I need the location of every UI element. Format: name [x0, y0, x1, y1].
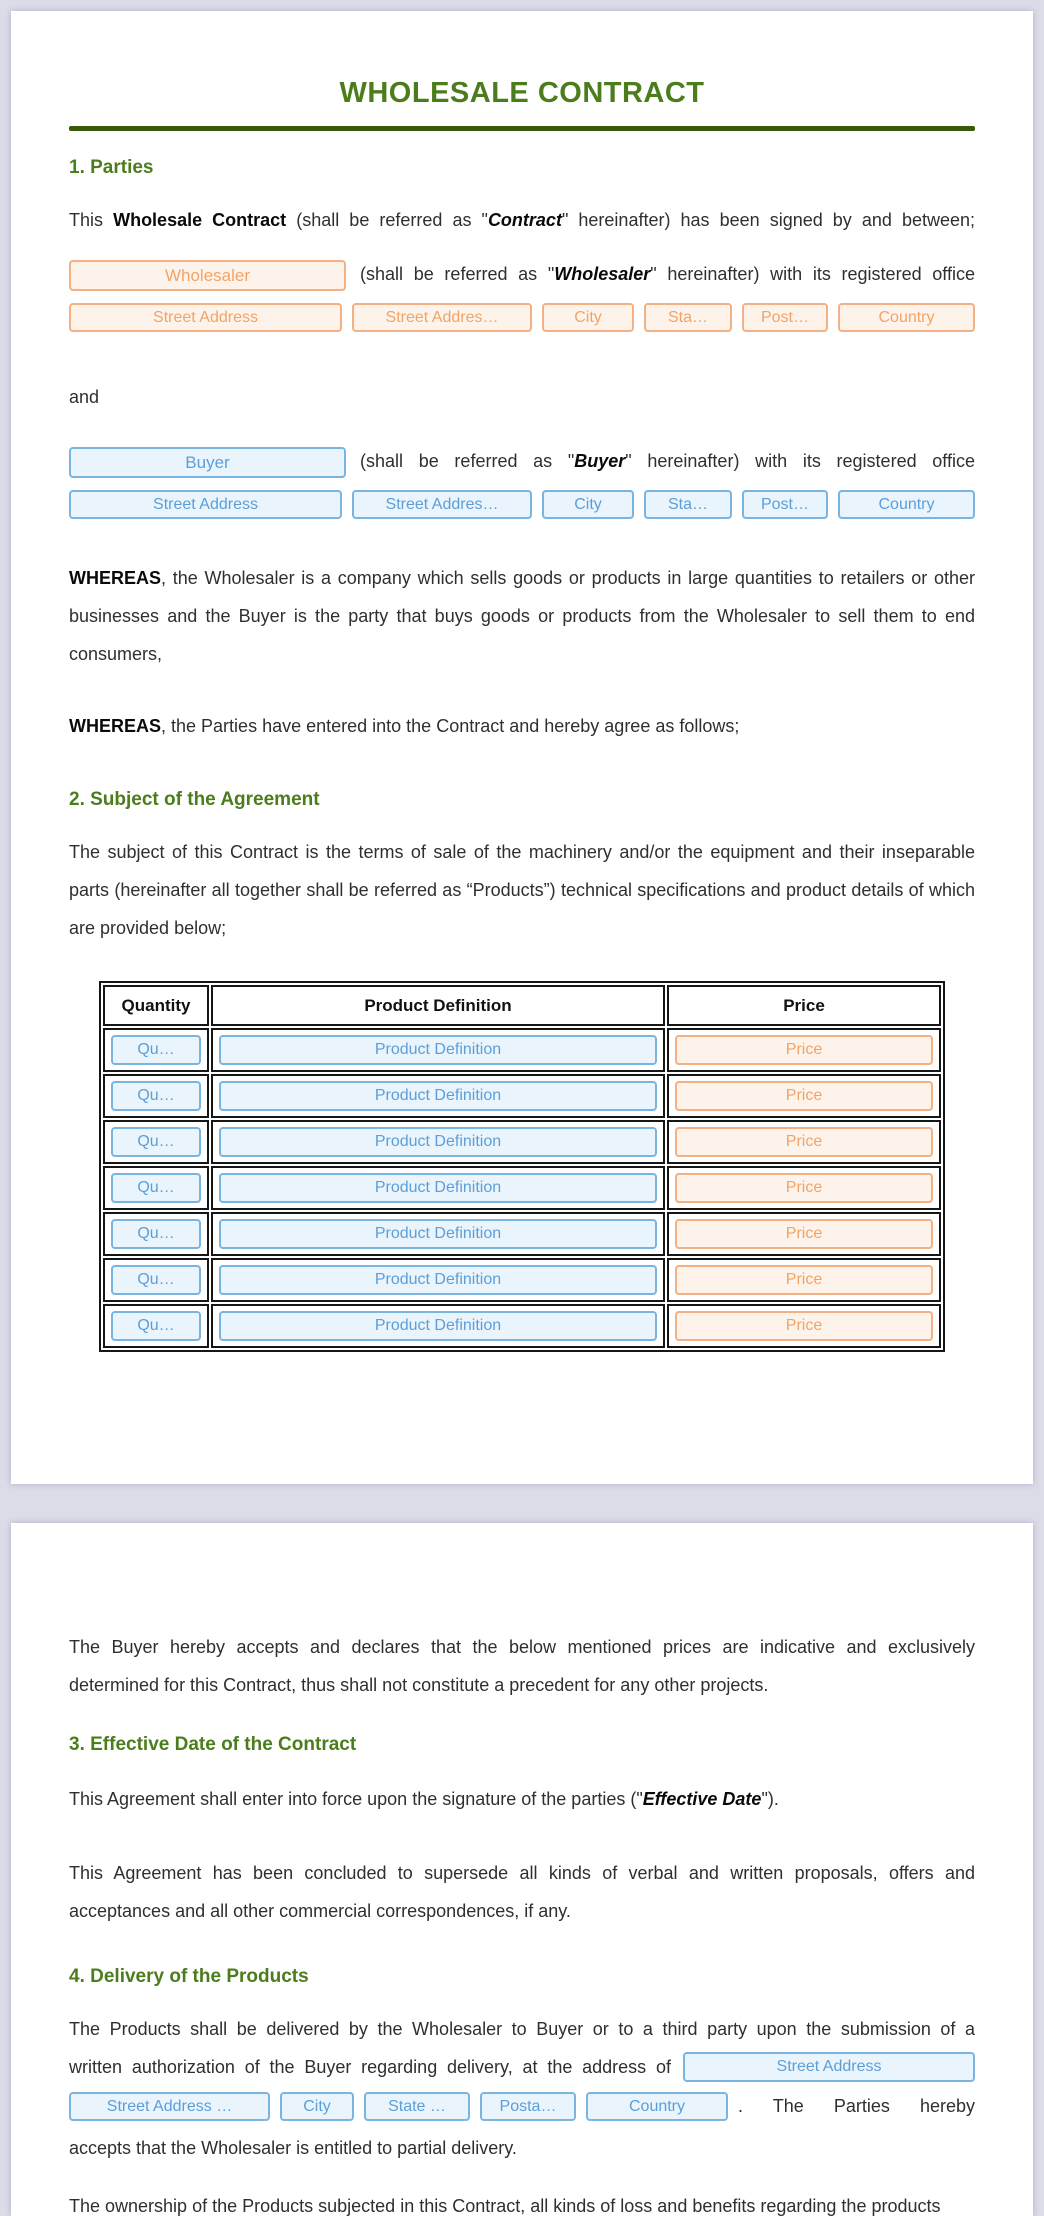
delivery-line-1: The Products shall be delivered by the Wholesaler to Buyer or to a third party upon the submission of a — [69, 2019, 975, 2039]
delivery-line-4: accepts that the Wholesaler is entitled to partial delivery. — [69, 2138, 517, 2158]
quantity-input[interactable]: Qu… — [111, 1311, 201, 1341]
prices-note-text: The Buyer hereby accepts and declares that the below mentioned prices are indicative and exclusively determined for this Contract, thus shall not constitute a precedent for any other projects. — [69, 1637, 975, 1695]
delivery-street-input[interactable]: Street Address — [683, 2052, 975, 2082]
buyer-name-input[interactable]: Buyer — [69, 447, 346, 478]
table-row — [103, 1258, 941, 1302]
conjunction-text: and — [69, 387, 100, 407]
quantity-input[interactable]: Qu… — [111, 1127, 201, 1157]
table-header-row — [103, 985, 941, 1026]
price-input[interactable]: Price — [675, 1035, 933, 1065]
table-row — [103, 1166, 941, 1210]
contract-page-1 — [11, 11, 1033, 1484]
table-row — [103, 1212, 941, 1256]
section-heading-effective-date: 3. Effective Date of the Contract — [69, 1734, 357, 1755]
section-heading-delivery: 4. Delivery of the Products — [69, 1966, 309, 1987]
product-definition-input[interactable]: Product Definition — [219, 1035, 657, 1065]
quantity-input[interactable]: Qu… — [111, 1035, 201, 1065]
buyer-postal-input[interactable]: Post… — [742, 490, 828, 519]
table-header-quantity: Quantity — [103, 985, 209, 1026]
whereas-clause-2: WHEREAS, the Parties have entered into the Contract and hereby agree as follows; — [69, 716, 740, 736]
delivery-line-3-tail: . The Parties hereby — [738, 2096, 975, 2116]
parties-intro-text: This Wholesale Contract (shall be referred as "Contract" hereinafter) has been signed by and between; — [69, 210, 976, 230]
delivery-city-input[interactable]: City — [280, 2092, 354, 2121]
wholesaler-name-row — [69, 259, 975, 291]
product-definition-input[interactable]: Product Definition — [219, 1081, 657, 1111]
wholesaler-street2-input[interactable]: Street Addres… — [352, 303, 532, 332]
quantity-input[interactable]: Qu… — [111, 1081, 201, 1111]
wholesaler-country-input[interactable]: Country — [838, 303, 975, 332]
table-header-product-definition: Product Definition — [211, 985, 665, 1026]
wholesaler-address-row — [69, 303, 975, 332]
clipped-bottom-text: The ownership of the Products subjected in this Contract, all kinds of loss and benefits regarding the products — [69, 2196, 941, 2216]
table-row — [103, 1074, 941, 1118]
effective-date-text: This Agreement shall enter into force upon the signature of the parties ("Effective Date"). — [69, 1789, 779, 1809]
price-input[interactable]: Price — [675, 1311, 933, 1341]
products-table — [99, 981, 945, 1352]
price-input[interactable]: Price — [675, 1265, 933, 1295]
buyer-country-input[interactable]: Country — [838, 490, 975, 519]
buyer-state-input[interactable]: Sta… — [644, 490, 732, 519]
supersede-text: This Agreement has been concluded to supersede all kinds of verbal and written proposals, offers and acceptances and all other commercial correspondences, if any. — [69, 1863, 975, 1921]
section-heading-parties: 1. Parties — [69, 157, 154, 178]
quantity-input[interactable]: Qu… — [111, 1265, 201, 1295]
wholesaler-state-input[interactable]: Sta… — [644, 303, 732, 332]
price-input[interactable]: Price — [675, 1081, 933, 1111]
product-definition-input[interactable]: Product Definition — [219, 1127, 657, 1157]
wholesaler-after-text: (shall be referred as "Wholesaler" hereinafter) with its registered office — [360, 264, 975, 284]
wholesaler-name-input[interactable]: Wholesaler — [69, 260, 346, 291]
buyer-after-text: (shall be referred as "Buyer" hereinafter) with its registered office — [360, 451, 975, 471]
buyer-address-row — [69, 490, 975, 519]
price-input[interactable]: Price — [675, 1219, 933, 1249]
subject-body-text: The subject of this Contract is the terms of sale of the machinery and/or the equipment and their inseparable parts (hereinafter all together shall be referred as “Products”) technical specifications and product details of which are provided below; — [69, 842, 975, 938]
product-definition-input[interactable]: Product Definition — [219, 1173, 657, 1203]
buyer-street-input[interactable]: Street Address — [69, 490, 342, 519]
delivery-country-input[interactable]: Country — [586, 2092, 728, 2121]
quantity-input[interactable]: Qu… — [111, 1219, 201, 1249]
delivery-state-input[interactable]: State … — [364, 2092, 470, 2121]
contract-page-2 — [11, 1523, 1033, 2216]
delivery-street2-input[interactable]: Street Address … — [69, 2092, 270, 2121]
delivery-postal-input[interactable]: Posta… — [480, 2092, 576, 2121]
buyer-name-row — [69, 446, 975, 478]
delivery-line-2-text: written authorization of the Buyer regarding delivery, at the address of — [69, 2057, 671, 2077]
buyer-street2-input[interactable]: Street Addres… — [352, 490, 532, 519]
title-divider — [69, 126, 975, 131]
table-row — [103, 1028, 941, 1072]
wholesaler-street-input[interactable]: Street Address — [69, 303, 342, 332]
product-definition-input[interactable]: Product Definition — [219, 1311, 657, 1341]
wholesaler-postal-input[interactable]: Post… — [742, 303, 828, 332]
page-break-gap — [0, 1484, 1044, 1523]
table-row — [103, 1120, 941, 1164]
table-row — [103, 1304, 941, 1348]
product-definition-input[interactable]: Product Definition — [219, 1219, 657, 1249]
price-input[interactable]: Price — [675, 1127, 933, 1157]
delivery-address-row — [69, 2092, 975, 2121]
delivery-line-2 — [69, 2052, 975, 2082]
table-header-price: Price — [667, 985, 941, 1026]
section-heading-subject: 2. Subject of the Agreement — [69, 789, 320, 810]
price-input[interactable]: Price — [675, 1173, 933, 1203]
quantity-input[interactable]: Qu… — [111, 1173, 201, 1203]
wholesaler-city-input[interactable]: City — [542, 303, 634, 332]
buyer-city-input[interactable]: City — [542, 490, 634, 519]
product-definition-input[interactable]: Product Definition — [219, 1265, 657, 1295]
contract-title: WHOLESALE CONTRACT — [339, 77, 705, 109]
whereas-clause-1: WHEREAS, the Wholesaler is a company which sells goods or products in large quantities to retailers or other businesses and the Buyer is the party that buys goods or products from the Wholesaler to sell them to end consumers, — [69, 568, 975, 664]
